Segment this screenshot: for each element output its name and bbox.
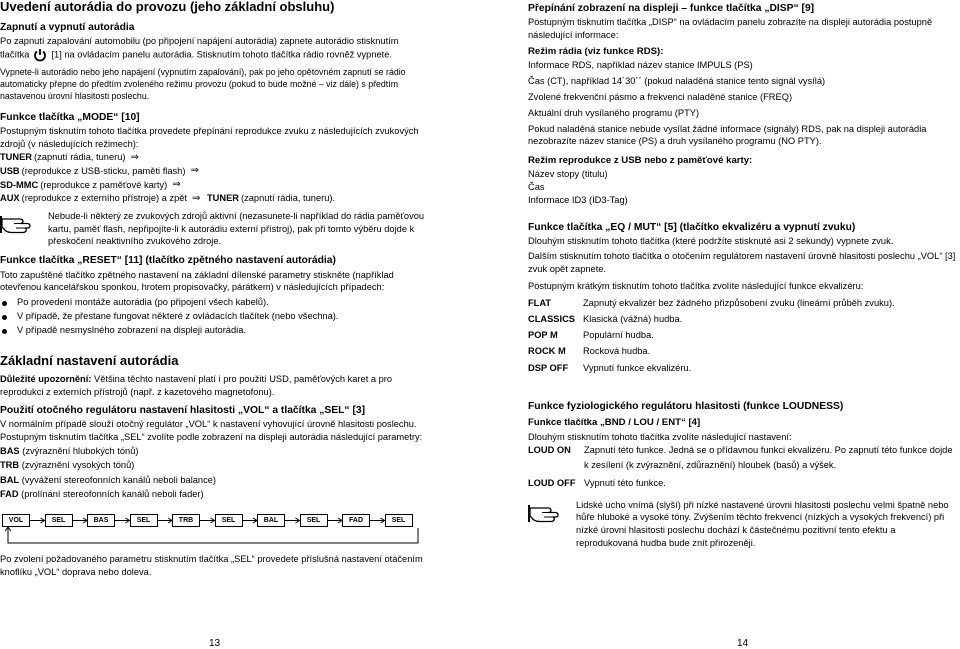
loud-row — [528, 476, 958, 490]
section-heading-power: Zapnutí a vypnutí autorádia — [0, 21, 135, 33]
sel-flow-diagram — [0, 507, 430, 551]
eq-key: CLASSICS — [528, 313, 576, 324]
param-desc: (zvýraznění vysokých tónů) — [19, 460, 135, 471]
eq-desc: Populární hudba. — [583, 330, 654, 341]
flow-box-trb: TRB — [172, 514, 200, 527]
loud-desc: Vypnutí této funkce. — [584, 478, 666, 489]
arrow-right-icon: ⇒ — [192, 192, 201, 204]
bullet-icon — [2, 329, 7, 334]
flow-box-vol: VOL — [2, 514, 30, 527]
subheading-bnd-lou-ent: Funkce tlačítka „BND / LOU / ENT“ [4] — [528, 417, 701, 429]
section-heading-eq: Funkce tlačítka „EQ / MUT“ [5] (tlačítko ekvalizéru a vypnutí zvuku) — [528, 221, 856, 233]
info-line: Zvolené frekvenční pásmo a frekvenci naladěné stanice (FREQ) — [528, 91, 793, 102]
loud-key: LOUD OFF — [528, 478, 576, 489]
info-line: Čas — [528, 182, 545, 193]
param-item — [0, 444, 430, 458]
paragraph: Dlouhým stisknutím tohoto tlačítka zvolíte následující nastavení: — [528, 431, 792, 442]
mode-desc: (reprodukce z externího přístroje) a zpět — [21, 193, 187, 204]
subheading-radio-mode: Režim rádia (viz funkce RDS): — [528, 46, 664, 58]
important-label: Důležité upozornění: — [0, 374, 92, 384]
param-item — [0, 473, 430, 487]
text-fragment: Většina těchto nastavení platí i pro použití USD, paměťových karet a pro reprodukci z externích přístrojů (např. z kazetového magnetofonu). — [0, 374, 393, 397]
param-desc: (vyvážení stereofonních kanálů neboli balance) — [19, 474, 217, 485]
note-text: Lidské ucho vnímá (slyší) při nízké nastavené úrovni hlasitosti poslechu velmi špatně nebo hůře hluboké a vysoké tóny. Zvýšením těchto frekvencí (nízkých a vysokých frekvencí) při nízké úrovni hlasitosti poslechu dochází k částečnému pozitivní tento efektu a reprodukovaná hudba bude znít přirozeněji. — [576, 499, 949, 549]
note-block — [0, 210, 430, 248]
power-icon — [33, 48, 47, 62]
list-item — [0, 310, 430, 324]
pointing-hand-icon — [528, 499, 564, 525]
left-page — [0, 0, 430, 649]
info-line: Název stopy (titulu) — [528, 169, 608, 180]
mode-item — [0, 192, 430, 206]
paragraph: Postupným krátkým tisknutím tohoto tlačítka zvolíte následující funkce ekvalizéru: — [528, 280, 864, 291]
paragraph: Vypnete-li autorádio nebo jeho napájení (vypnutím zapalování), pak po jeho opětovném zapnutí se rádio automaticky přepne do předtím zvoleného režimu provozu (pokud to bude možné – viz dále) s předtím nastavenou úrovní hlasitosti poslechu. — [0, 67, 406, 102]
paragraph: Dlouhým stisknutím tohoto tlačítka (které podržíte stisknuté asi 2 sekundy) vypnete zvuk. — [528, 236, 894, 247]
flow-box-sel: SEL — [130, 514, 158, 527]
paragraph: Postupným tisknutím tohoto tlačítka provedete přepínání reprodukce zvuku z následujících zvukových zdrojů (v následujících režimech): — [0, 125, 419, 149]
bullet-list — [0, 296, 430, 338]
page-number: 14 — [737, 638, 749, 649]
mode-key: TUNER — [0, 152, 33, 163]
mode-item — [0, 151, 430, 165]
eq-row — [528, 343, 958, 359]
eq-key: ROCK M — [528, 346, 566, 357]
list-item — [0, 296, 430, 310]
info-line: Pokud naladěná stanice nebude vysílat žádné informace (signály) RDS, pak na displeji autorádia nezobrazíte název stanice (PS) a druh vysílaného programu (NO PTY). — [528, 123, 927, 147]
text-fragment: tlačítka — [0, 49, 30, 60]
list-item-text: V případě, že přestane fungovat některé z ovládacích tlačítek (nebo všechna). — [17, 311, 339, 322]
mode-key: TUNER — [206, 193, 240, 204]
param-desc: (prolínání stereofonních kanálů neboli fader) — [18, 488, 204, 499]
paragraph: V normálním případě slouží otočný regulátor „VOL“ k nastavení vyhovující úrovně hlasitosti poslechu. Postupným tisknutím tlačítka „SEL“ zvolíte podle zobrazení na displeji autorádia následující parametry: — [0, 419, 423, 442]
param-key: BAL — [0, 474, 20, 485]
loud-desc: Zapnutí této funkce. Jedná se o přídavnou funkci ekvalizéru. Po zapnutí této funkce dojde k zesílení (k zvýraznění, zdůraznění) hloubek (basů) a výšek. — [584, 445, 953, 470]
eq-desc: Klasická (vážná) hudba. — [583, 313, 683, 324]
eq-desc: Rocková hudba. — [583, 346, 651, 357]
eq-desc: Vypnutí funkce ekvalizéru. — [583, 362, 692, 373]
info-line: Aktuální druh vysílaného programu (PTY) — [528, 107, 700, 118]
mode-desc: (reprodukce z paměťové karty) — [40, 179, 168, 190]
mode-desc: (zapnutí rádia, tuneru) — [34, 152, 126, 163]
param-item — [0, 458, 430, 472]
eq-key: POP M — [528, 330, 558, 341]
eq-row — [528, 360, 958, 376]
eq-row — [528, 295, 958, 311]
info-line: Čas (CT), například 14´30´´ (pokud naladěná stanice tento signál vysílá) — [528, 76, 826, 87]
paragraph — [0, 373, 430, 399]
list-item — [0, 324, 430, 338]
mode-key: SD-MMC — [0, 179, 39, 190]
paragraph: Dalším stisknutím tohoto tlačítka o otočením regulátorem nastavení úrovně hlasitosti poslechu „VOL“ [3] zvuk opět zapnete. — [528, 251, 956, 274]
mode-key: AUX — [0, 193, 20, 204]
mode-key: USB — [0, 165, 20, 176]
arrow-right-icon: ⇒ — [190, 165, 199, 177]
flow-box-bas: BAS — [87, 514, 115, 527]
section-heading-mode: Funkce tlačítka „MODE“ [10] — [0, 111, 140, 123]
eq-key: FLAT — [528, 297, 552, 308]
paragraph: Po zvolení požadovaného parametru stisknutím tlačítka „SEL“ provedete příslušná nastavení otáčením knoflíku „VOL“ doprava nebo doleva. — [0, 554, 423, 578]
note-block — [528, 499, 958, 550]
flow-box-bal: BAL — [257, 514, 285, 527]
info-line: Informace RDS, například název stanice IMPULS (PS) — [528, 60, 753, 71]
section-heading-disp: Přepínání zobrazení na displeji – funkce tlačítka „DISP“ [9] — [528, 3, 815, 14]
param-desc: (zvýraznění hlubokých tónů) — [19, 445, 139, 456]
section-heading-basic-settings: Základní nastavení autorádia — [0, 353, 179, 369]
eq-row — [528, 327, 958, 343]
info-line: Informace ID3 (ID3-Tag) — [528, 195, 628, 206]
eq-key: DSP OFF — [528, 362, 569, 373]
eq-row — [528, 311, 958, 327]
flow-box-sel: SEL — [215, 514, 243, 527]
flow-box-sel: SEL — [385, 514, 413, 527]
pointing-hand-icon — [0, 210, 36, 236]
flow-box-sel: SEL — [45, 514, 73, 527]
note-text: Nebude-li některý ze zvukových zdrojů aktivní (nezasunete-li například do rádia paměťovou kartu, paměť flash, nepřipojíte-li k autorádiu externí přístroj), pak při tomto výběru dojde k přeskočení neaktivního zvukového zdroje. — [48, 210, 425, 247]
param-key: FAD — [0, 488, 19, 499]
loud-key: LOUD ON — [528, 445, 571, 456]
section-heading-loudness: Funkce fyziologického regulátoru hlasitosti (funkce LOUDNESS) — [528, 400, 844, 412]
paragraph: Po zapnutí zapalování automobilu (po připojení napájení autorádia) zapnete autorádio stisknutím — [0, 36, 399, 47]
list-item-text: Po provedení montáže autorádia (po připojení všech kabelů). — [17, 297, 269, 308]
arrow-right-icon: ⇒ — [172, 179, 181, 191]
section-heading-vol-sel: Použití otočného regulátoru nastavení hlasitosti „VOL“ a tlačítka „SEL“ [3] — [0, 404, 366, 416]
bullet-icon — [2, 301, 7, 306]
list-item-text: V případě nesmyslného zobrazení na displeji autorádia. — [17, 325, 246, 336]
paragraph: Toto zapuštěné tlačítko zpětného nastavení na základní dílenské parametry stiskněte (například otevřenou kancelářskou sponkou, hrotem propisovačky, párátkem) v následujících případech: — [0, 269, 394, 293]
paragraph: Postupným tisknutím tlačítka „DISP“ na ovládacím panelu zobrazíte na displeji autorádia postupně následující informace: — [528, 17, 933, 41]
page-title: Uvedení autorádia do provozu (jeho základní obsluhu) — [0, 0, 335, 14]
bullet-icon — [2, 315, 7, 320]
text-fragment: [1] na ovládacím panelu autorádia. Stisknutím tohoto tlačítka rádio rovněž vypnete. — [51, 49, 393, 60]
eq-desc: Zapnutý ekvalizér bez žádného přizpůsobení zvuku (lineární průběh zvuku). — [583, 297, 895, 308]
mode-desc: (reprodukce z USB-sticku, paměti flash) — [21, 165, 186, 176]
mode-item — [0, 164, 430, 178]
param-item — [0, 487, 430, 501]
param-key: TRB — [0, 460, 20, 471]
page-number: 13 — [209, 638, 221, 649]
flow-box-fad: FAD — [342, 514, 370, 527]
right-page — [528, 0, 958, 649]
section-heading-reset: Funkce tlačítka „RESET“ [11] (tlačítko zpětného nastavení autorádia) — [0, 255, 336, 267]
arrow-right-icon: ⇒ — [130, 151, 139, 163]
param-key: BAS — [0, 445, 20, 456]
paragraph — [0, 48, 430, 62]
flow-box-sel: SEL — [300, 514, 328, 527]
loud-row — [528, 443, 958, 472]
mode-item — [0, 178, 430, 192]
mode-desc: (zapnutí rádia, tuneru). — [241, 193, 336, 204]
subheading-usb-mode: Režim reprodukce z USB nebo z paměťové karty: — [528, 155, 753, 167]
